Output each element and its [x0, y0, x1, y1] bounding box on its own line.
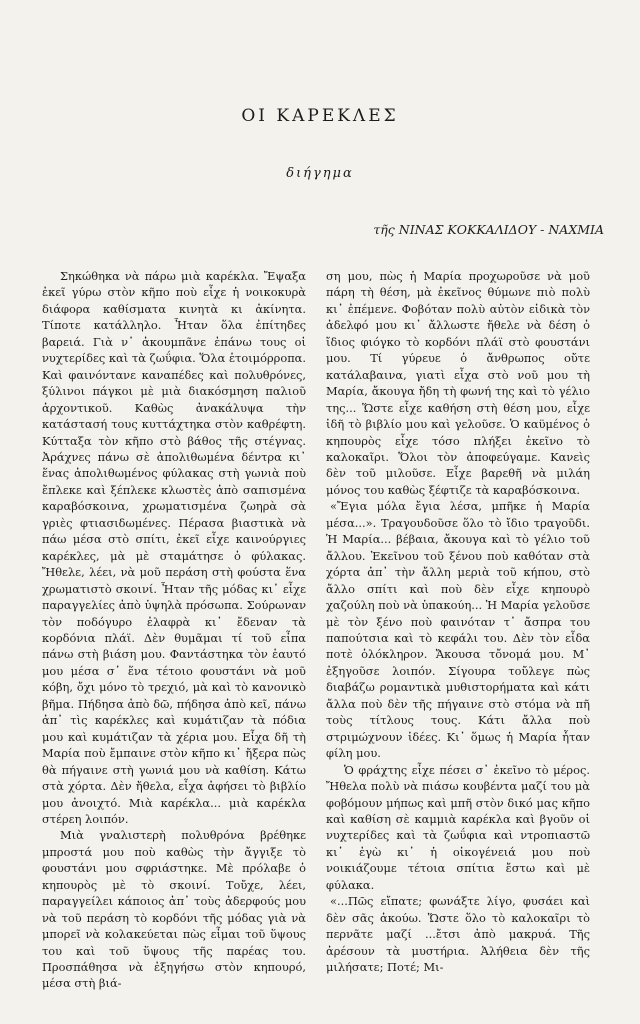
- paragraph: ση μου, πὼς ἡ Μαρία προχωροῦσε νὰ μοῦ πάρη τὴ θέση, μὰ ἐκεῖνος θύμωνε πιὸ πολὺ κι᾽ ἐπέμενε. Φοβόταν πολὺ αὐτὸν εἰδικὰ τὸν ἀδελφό μου κι᾽ ἄλλωστε ἤθελε νὰ δέση ὁ ἴδιος φιόγκο τὸ κορδόνι πλάϊ στὸ φουστάνι μου. Τί γύρευε ὁ ἄνθρωπος οὔτε κατάλαβαινα, γιατὶ εἶχα στὸ νοῦ μου τὴ Μαρία, ἄκουγα ἤδη τὴ φωνή της καὶ τὸ γέλιο της... Ὥστε εἶχε καθήση στὴ θέση μου, εἶχε ἰδῆ τὸ βιβλίο μου καὶ γελοῦσε. Ὁ καϋμένος ὁ κηπουρὸς εἶχε τόσο πλήξει ἐκεῖνο τὸ καλοκαῖρι. Ὅλοι τὸν ἀποφεύγαμε. Κανεὶς δὲν τοῦ μιλοῦσε. Εἶχε βαρεθῆ νὰ μιλάη μόνος του καθὼς ξέφτιζε τὰ καραβόσκοινα.: [326, 269, 590, 497]
- left-column: [42, 268, 306, 992]
- column-divider: [308, 270, 309, 1010]
- paragraph: «...Πῶς εἴπατε; φωνάξτε λίγο, φυσάει καὶ δὲν σᾶς ἀκούω. Ὥστε ὅλο τὸ καλοκαῖρι τὸ περνᾶτε μαζί ...ἔτσι ἀπὸ μακρυά. Τῆς ἀρέσουν τὰ μυστήρια. Ἀλήθεια δὲν τῆς μιλήσατε; Ποτέ; Μι-: [326, 894, 590, 975]
- byline: τῆς ΝΙΝΑΣ ΚΟΚΚΑΛΙΔΟΥ - ΝΑΧΜΙΑ: [373, 222, 604, 237]
- paragraph: «Ἔγια μόλα ἔγια λέσα, μπῆκε ἡ Μαρία μέσα...». Τραγουδοῦσε ὅλο τὸ ἴδιο τραγοῦδι. Ἡ Μαρία... βέβαια, ἄκουγα καὶ τὸ γέλιο τοῦ ἄλλου. Ἐκεῖνου τοῦ ξένου ποὺ καθόταν στὰ χόρτα ἀπ᾽ τὴν ἄλλη μεριὰ τοῦ κήπου, στὸ ἄλλο σπίτι καὶ ποὺ δὲν εἶχε κηπουρὸ χαζούλη ποὺ νὰ ὑπακούη... Ἡ Μαρία γελοῦσε μὲ τὸν ξένο ποὺ φαινόταν τ᾽ ἄσπρα του παπούτσια καὶ τὸ κεφάλι του. Δὲν τὸν εἶδα ποτὲ ὁλόκληρον. Ἄκουσα τὄνομά μου. Μ᾽ ἐξηγοῦσε λοιπόν. Σίγουρα τοὔλεγε πὼς διαβάζω ρομαντικὰ μυθιστορήματα καὶ κάτι ἄλλα ποὺ δὲν τῆς πήγαινε στὸ στόμα νὰ πῆ τοὺς τίτλους τους. Κάτι ἄλλα ποὺ στριμώχνουν ἰδέες. Κι᾽ ὅμως ἡ Μαρία ἦταν φίλη μου.: [326, 499, 590, 761]
- paragraph: Σηκώθηκα νὰ πάρω μιὰ καρέκλα. Ἔψαξα ἐκεῖ γύρω στὸν κῆπο ποὺ εἶχε ἡ νοικοκυρὰ διάφορα καθίσματα κινητὰ κι ἀκίνητα. Τίποτε κατάλληλο. Ἦταν ὅλα ἐπίτηδες βαρειά. Γιὰ ν᾽ ἀκουμπᾶνε ἐπάνω τους οἱ νυχτερίδες καὶ τὰ ζωΰφια. Ὅλα ἑτοιμόρροπα. Καὶ φαινόντανε καναπέδες καὶ πολυθρόνες, ξύλινοι πάγκοι μὲ μιὰ διακόσμηση παλιοῦ ἀρχοντικοῦ. Καθὼς ἀνακάλυψα τὴν κατάστασή τους κυττάχτηκα στὸν καθρέφτη. Κύτταξα τὸν κῆπο στὸ βάθος τῆς στέγνας. Ἀράχνες πάνω σὲ ἀπολιθωμένα δέντρα κι᾽ ἕνας ἀπολιθωμένος φύλακας στὴ γωνιὰ ποὺ ἔπλεκε καὶ ξέπλεκε κλωστὲς ἀπὸ σαπισμένα καραβόσκοινα, χρωματισμένα ζωηρὰ σὰ γριὲς φτιασιδωμένες. Πέρασα βιαστικὰ νὰ πάω μέσα στὸ σπίτι, ἐκεῖ εἶχε καινούργιες καρέκλες, μὰ μὲ σταμάτησε ὁ φύλακας. Ἤθελε, λέει, νὰ μοῦ περάση στὴ φούστα ἕνα χρωματιστὸ σκοινί. Ἦταν τῆς μόδας κι᾽ εἶχε παραγγελίες ἀπὸ ὑψηλὰ πρόσωπα. Σούρωναν τὸν ποδόγυρο ἐλαφρὰ κι᾽ ἔδεναν τὰ κορδόνια πλάϊ. Δὲν θυμᾶμαι τί τοῦ εἶπα πάνω στὴ βιάση μου. Φαντάστηκα τὸν ἑαυτό μου μέσα σ᾽ ἕνα τέτοιο φουστάνι νὰ μοῦ κόβη, ὄχι μόνο τὸ τρεχιό, μὰ καὶ τὸ κανονικὸ βῆμα. Πήδησα ἀπὸ δῶ, πήδησα ἀπὸ κεῖ, πάνω ἀπ᾽ τὶς καρέκλες καὶ κυμάτιζαν τὰ πόδια μου καὶ κυμάτιζαν τὰ χέρια μου. Εἶχα δῆ τὴ Μαρία ποὺ ἔμπαινε στὸν κῆπο κι᾽ ἤξερα πὼς θὰ πήγαινε στὴ γωνιά μου νὰ καθίση. Κάτω στὰ χόρτα. Δὲν ἤθελα, εἶχα ἀφήσει τὸ βιβλίο μου ἀνοιχτό. Μιὰ καρέκλα... μιὰ καρέκλα στέρεη λοιπόν.: [42, 269, 306, 826]
- page-title: ΟΙ ΚΑΡΕΚΛΕΣ: [241, 106, 399, 126]
- paragraph: Ὁ φράχτης εἶχε πέσει σ᾽ ἐκεῖνο τὸ μέρος. Ἤθελα πολὺ νὰ πιάσω κουβέντα μαζί του μὰ φοβόμουν μήπως καὶ μπῆ στὸν δικό μας κῆπο καὶ καθίση σὲ καμμιὰ καρέκλα καὶ βγοῦν οἱ νυχτερίδες καὶ τὰ ζωΰφια καὶ ντροπιαστῶ κι᾽ ἐγὼ κι᾽ ἡ οἰκογένειά μου ποὺ νοικιάζουμε τέτοια σπίτια ἔστω καὶ μὲ φύλακα.: [326, 762, 590, 892]
- paragraph: Μιὰ γναλιστερὴ πολυθρόνα βρέθηκε μπροστά μου ποὺ καθὼς τὴν ἄγγιξε τὸ φουστάνι μου σφριάστηκε. Μὲ πρόλαβε ὁ κηπουρὸς μὲ τὸ σκοινί. Τοὔχε, λέει, παραγγείλει κάποιος ἀπ᾽ τοὺς ἀδερφούς μου νὰ τοῦ περάση τὸ κορδόνι τῆς μόδας γιὰ νὰ μπορεῖ νὰ κολακεύεται πὼς εἶμαι τοῦ ὕψους του καὶ τοῦ ὕψους τῆς παρέας του. Προσπάθησα νὰ ἐξηγήσω στὸν κηπουρό, μέσα στὴ βιά-: [42, 828, 306, 991]
- subtitle: διήγημα: [286, 166, 354, 181]
- right-column: [326, 268, 590, 975]
